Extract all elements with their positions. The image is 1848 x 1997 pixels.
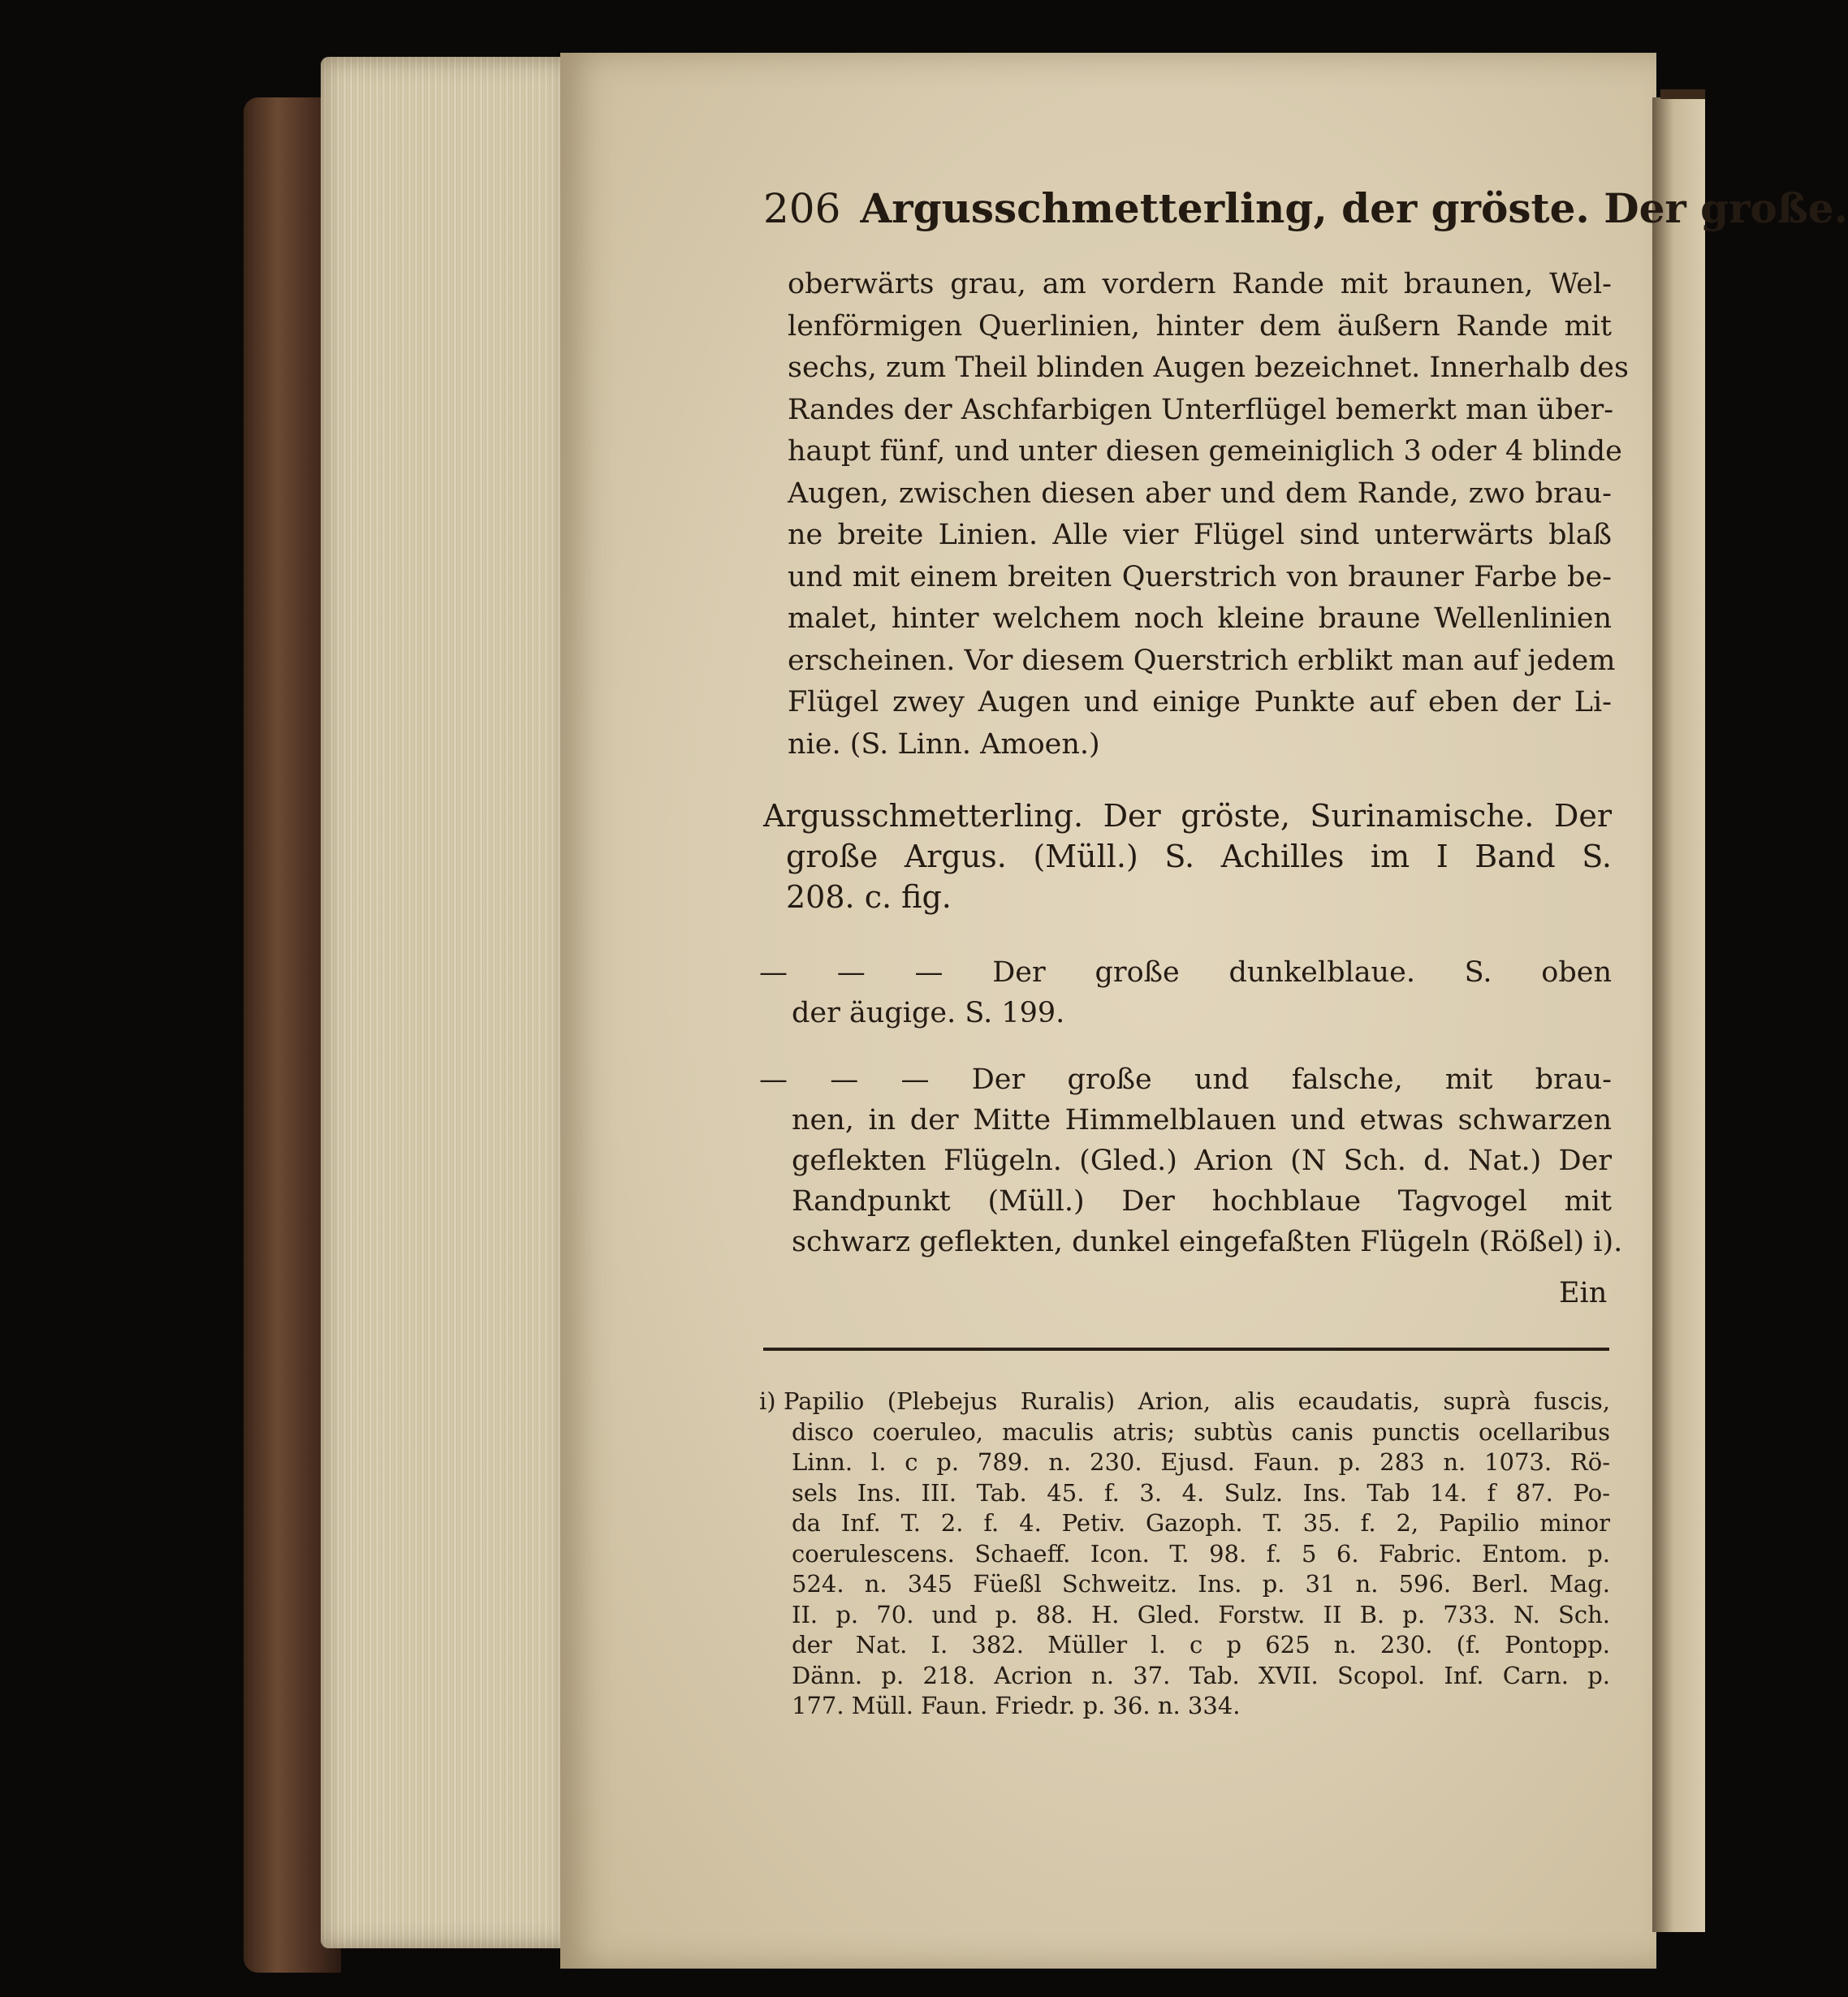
text-line: nie. (S. Linn. Amoen.): [788, 727, 1100, 761]
running-title: Argusschmetterling, der gröste. Der große.: [860, 184, 1848, 232]
text-line: nen, in der Mitte Himmelblauen und etwas schwarzen: [792, 1104, 1612, 1137]
text-line: Augen, zwischen diesen aber und dem Rande, zwo brau-: [788, 477, 1612, 510]
footnote-line: sels Ins. III. Tab. 45. f. 3. 4. Sulz. Ins. Tab 14. f 87. Po-: [792, 1478, 1610, 1507]
facing-page-shadow: [1660, 89, 1705, 99]
footnote-line: II. p. 70. und p. 88. H. Gled. Forstw. II B. p. 733. N. Sch.: [792, 1600, 1610, 1628]
entry-headword-line: Argusschmetterling. Der gröste, Surinamische. Der: [763, 798, 1612, 834]
footnote-marker: i): [759, 1387, 776, 1415]
running-header: [763, 180, 1848, 237]
footnote-line: da Inf. T. 2. f. 4. Petiv. Gazoph. T. 35. f. 2, Papilio minor: [792, 1509, 1610, 1537]
page-number: 206: [763, 185, 841, 232]
entry-arion: [759, 1059, 1623, 1262]
entry-dunkelblaue: [759, 952, 1612, 1033]
text-line: oberwärts grau, am vordern Rande mit braunen, Wel-: [788, 268, 1612, 300]
footnote-line: 524. n. 345 Füeßl Schweitz. Ins. p. 31 n. 596. Berl. Mag.: [792, 1570, 1610, 1598]
text-line: malet, hinter welchem noch kleine braune Wellenlinien: [788, 602, 1612, 635]
footnote-line: 177. Müll. Faun. Friedr. p. 36. n. 334.: [792, 1692, 1241, 1719]
footnote-line: coerulescens. Schaeff. Icon. T. 98. f. 5 6. Fabric. Entom. p.: [792, 1539, 1610, 1568]
footnote-line: der Nat. I. 382. Müller l. c p 625 n. 230. (f. Pontopp.: [792, 1631, 1610, 1658]
footnote-line: Papilio (Plebejus Ruralis) Arion, alis ecaudatis, suprà fuscis,: [784, 1387, 1610, 1415]
text-line: der äugige. S. 199.: [792, 997, 1065, 1029]
page-edges: [321, 57, 572, 1948]
text-line: schwarz geflekten, dunkel eingefaßten Flügeln (Rößel) i).: [792, 1226, 1623, 1258]
text-line: erscheinen. Vor diesem Querstrich erblikt man auf jedem: [788, 644, 1616, 677]
text-line: sechs, zum Theil blinden Augen bezeichnet. Innerhalb des: [788, 352, 1629, 384]
text-line: Randes der Aschfarbigen Unterflügel bemerkt man über-: [788, 393, 1614, 426]
text-line: lenförmigen Querlinien, hinter dem äußern Rande mit: [788, 309, 1612, 343]
text-line: 208. c. fig.: [786, 879, 952, 915]
entry-argus-groeste: [763, 796, 1612, 917]
text-line: und mit einem breiten Querstrich von brauner Farbe be-: [788, 560, 1612, 593]
text-line: — — — Der große und falsche, mit brau-: [759, 1063, 1612, 1096]
text-line: Randpunkt (Müll.) Der hochblaue Tagvogel mit: [792, 1185, 1612, 1218]
text-line: — — — Der große dunkelblaue. S. oben: [759, 956, 1612, 989]
footnote-line: Dänn. p. 218. Acrion n. 37. Tab. XVII. Scopol. Inf. Carn. p.: [792, 1661, 1610, 1689]
footnote-line: disco coeruleo, maculis atris; subtùs canis punctis ocellaribus: [792, 1417, 1610, 1446]
text-line: Flügel zwey Augen und einige Punkte auf eben der Li-: [788, 686, 1612, 718]
text-line: haupt fünf, und unter diesen gemeiniglich 3 oder 4 blinde: [788, 435, 1622, 468]
facing-page-edge: [1652, 97, 1705, 1932]
footnote: [759, 1387, 1610, 1722]
text-line: ne breite Linien. Alle vier Flügel sind unterwärts blaß: [788, 519, 1612, 551]
text-line: geflekten Flügeln. (Gled.) Arion (N Sch. d. Nat.) Der: [792, 1145, 1612, 1177]
paragraph-description: [788, 264, 1629, 766]
catchword: Ein: [1559, 1277, 1608, 1309]
footnote-line: Linn. l. c p. 789. n. 230. Ejusd. Faun. p. 283 n. 1073. Rö-: [792, 1448, 1610, 1476]
footnote-rule: [763, 1348, 1609, 1351]
text-line: große Argus. (Müll.) S. Achilles im I Band S.: [786, 839, 1612, 874]
